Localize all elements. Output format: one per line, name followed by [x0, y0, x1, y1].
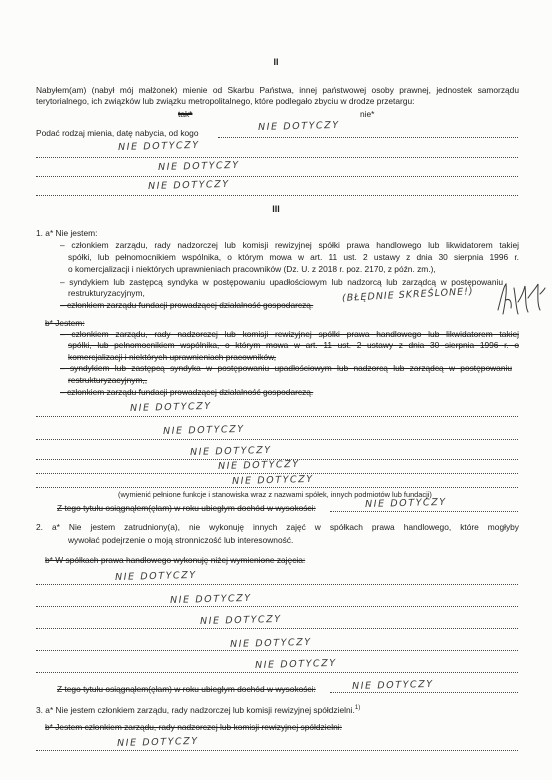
dotted-line	[330, 511, 518, 512]
handwritten-entry: NIE DOTYCZY	[217, 458, 300, 472]
item1-a-line: restrukturyzacyjnym,	[68, 288, 145, 298]
option-yes-struck: tak*	[178, 109, 193, 119]
dotted-line	[36, 606, 518, 607]
dotted-line	[36, 672, 518, 673]
section-ii-intro-line: terytorialnego, ich związków lub związku metropolitalnego, które podlegało zbyciu w drodze przetargu:	[36, 96, 415, 106]
functions-caption: (wymienić pełnione funkcje i stanowiska wraz z nazwami spółek, innych podmiotów lub fundacji)	[118, 490, 432, 499]
handwritten-income: NIE DOTYCZY	[351, 678, 434, 692]
item2-b-label-struck: b* W spółkach prawa handlowego wykonuję niżej wymienione zajęcia:	[45, 555, 306, 565]
item3-a-label	[36, 703, 360, 715]
dotted-line	[36, 416, 518, 417]
handwritten-entry: NIE DOTYCZY	[189, 444, 272, 458]
handwritten-entry: NIE DOTYCZY	[231, 473, 314, 487]
handwritten-entry: NIE DOTYCZY	[114, 569, 197, 583]
handwritten-entry: NIE DOTYCZY	[162, 423, 245, 437]
property-prompt: Podać rodzaj mienia, datę nabycia, od kogo	[36, 128, 199, 138]
item2-a-line: 2. a* Nie jestem zatrudniony(a), nie wykonuję innych zajęć w spółkach prawa handlowego, które mogłyby	[36, 522, 519, 532]
item2-a-line: wywołać podejrzenie o moją stronniczość lub interesowność.	[68, 535, 294, 545]
item3-b-label-struck: b* Jestem członkiem zarządu, rady nadzorczej lub komisji rewizyjnej spółdzielni:	[45, 722, 342, 732]
item1-b-label-struck: b* Jestem:	[45, 318, 85, 328]
handwritten-entry: NIE DOTYCZY	[129, 400, 212, 414]
footnote-marker: 1)	[354, 705, 361, 711]
item1-b-line-struck: – członkiem zarządu fundacji prowadzącej działalność gospodarczą.	[60, 387, 314, 397]
item1-b-line-struck: restrukturyzacyjnym,,	[68, 375, 148, 385]
item1-income-label-struck: Z tego tytułu osiągnąłem(ęłam) w roku ubiegłym dochód w wysokości:	[57, 503, 316, 513]
item1-a-line: o komercjalizacji i niektórych uprawnieniach pracowników (Dz. U. z 2018 r. poz. 2170, z późn. zm.),	[68, 264, 436, 274]
handwritten-entry: NIE DOTYCZY	[169, 592, 252, 606]
dotted-line	[36, 157, 518, 158]
handwritten-income: NIE DOTYCZY	[364, 496, 447, 510]
section-iii-heading: III	[272, 204, 280, 214]
item1-b-line-struck: komercjalizacji i niektórych uprawnieniach pracowników,	[68, 352, 277, 362]
item1-b-line-struck: spółki, lub pełnomocnikiem wspólnika, o którym mowa w art. 11 ust. 2 ustawy z dnia 30 sierpnia 1996 r. o	[68, 340, 519, 350]
section-ii-heading: II	[273, 57, 279, 67]
item3-a-text: 3. a* Nie jestem członkiem zarządu, rady nadzorczej lub komisji rewizyjnej spółdzielni.	[36, 705, 355, 715]
item2-income-label-struck: Z tego tytułu osiągnąłem(ęłam) w roku ubiegłym dochód w wysokości:	[57, 684, 316, 694]
handwritten-entry: NIE DOTYCZY	[117, 139, 200, 153]
item1-a-line: – syndykiem lub zastępcą syndyka w postępowaniu upadłościowym lub nadzorcą lub zarządcą w postępowaniu	[60, 277, 503, 287]
dotted-line	[36, 628, 518, 629]
section-ii-intro-line: Nabyłem(am) (nabył mój małżonek) mienie od Skarbu Państwa, innej państwowej osoby prawnej, jednostek samorządu	[36, 85, 519, 95]
handwritten-entry: NIE DOTYCZY	[229, 636, 312, 650]
signature-scribble	[494, 280, 548, 318]
handwritten-entry: NIE DOTYCZY	[199, 613, 282, 627]
dotted-line	[36, 487, 518, 488]
item1-b-line-struck: – syndykiem lub zastępcą syndyka w postępowaniu upadłościowym lub nadzorcą lub zarządcą w postępowaniu	[60, 363, 512, 373]
handwritten-correction-note: (BŁĘDNIE SKREŚLONE!)	[341, 286, 474, 304]
item1-b-line-struck: – członkiem zarządu, rady nadzorczej lub komisji rewizyjnej spółki prawa handlowego lub likwidatorem takiej	[60, 329, 519, 339]
dotted-line	[36, 439, 518, 440]
handwritten-entry: NIE DOTYCZY	[116, 735, 199, 749]
dotted-line	[218, 137, 518, 138]
handwritten-entry: NIE DOTYCZY	[254, 657, 337, 671]
handwritten-entry: NIE DOTYCZY	[147, 178, 230, 192]
item1-a-line: spółki, lub pełnomocnikiem wspólnika, o którym mowa w art. 11 ust. 2 ustawy z dnia 30 sierpnia 1996 r.	[68, 252, 519, 262]
handwritten-entry: NIE DOTYCZY	[257, 119, 340, 133]
item1-a-label: 1. a* Nie jestem:	[36, 228, 98, 238]
handwritten-entry: NIE DOTYCZY	[157, 159, 240, 173]
item1-a-line-struck: – członkiem zarządu fundacji prowadzącej działalność gospodarczą.	[60, 300, 314, 310]
dotted-line	[36, 584, 518, 585]
dotted-line	[330, 692, 518, 693]
dotted-line	[36, 195, 518, 196]
dotted-line	[36, 750, 518, 751]
dotted-line	[36, 650, 518, 651]
item1-a-line: – członkiem zarządu, rady nadzorczej lub komisji rewizyjnej spółki prawa handlowego lub likwidatorem takiej	[60, 240, 519, 250]
option-no: nie*	[360, 109, 375, 119]
dotted-line	[36, 176, 518, 177]
